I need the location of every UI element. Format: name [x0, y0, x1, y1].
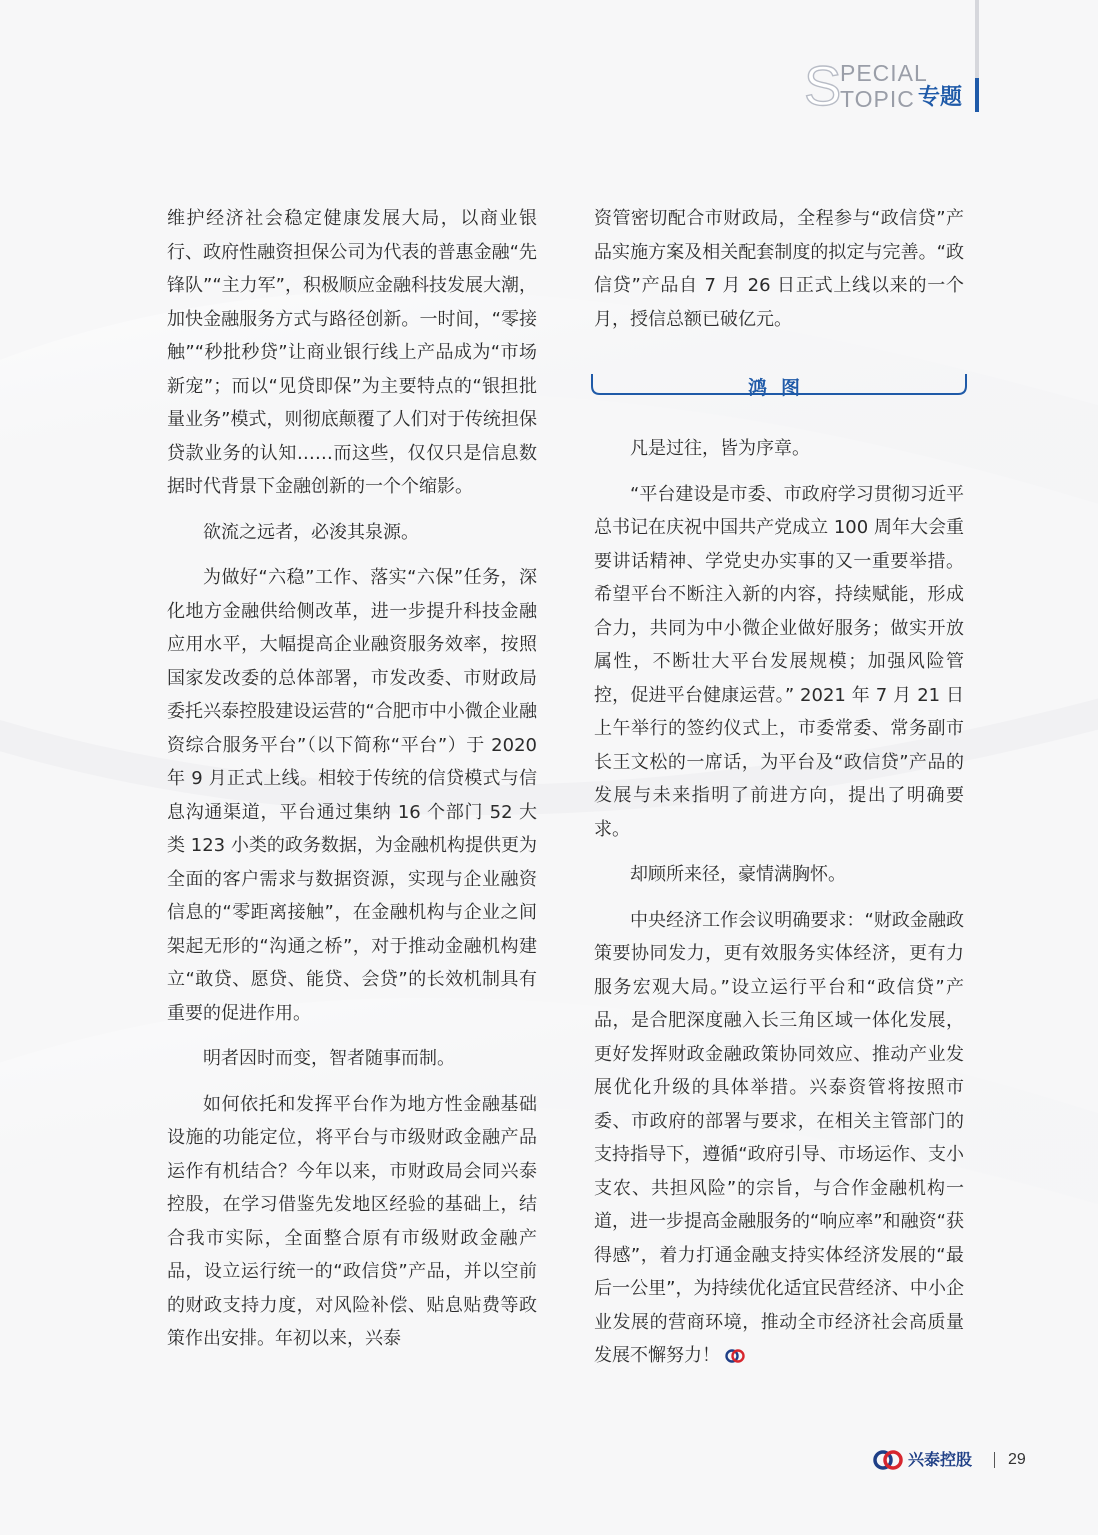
- paragraph: 凡是过往，皆为序章。: [630, 438, 810, 459]
- paragraph: 为做好“六稳”工作、落实“六保”任务，深化地方金融供给侧改革，进一步提升科技金融应用水平，大幅提高企业融资服务效率，按照国家发改委的总体部署，市发改委、市财政局委托兴泰控股建设运营的“合肥市中小微企业融资综合服务平台”（以下简称“平台”）于 2020 年 9 月正式上线。相较于传统的信贷模式与信息沟通渠道，平台通过集纳 16 个部门 52 大类 123 小类的政务数据，为金融机构提供更为全面的客户需求与数据资源，实现与企业融资信息的“零距离接触”，在金融机构与企业之间架起无形的“沟通之桥”，对于推动金融机构建立“敢贷、愿贷、能贷、会贷”的长效机制具有重要的促进作用。: [167, 567, 537, 1024]
- paragraph: 如何依托和发挥平台作为地方性金融基础设施的功能定位，将平台与市级财政金融产品运作有机结合？今年以来，市财政局会同兴泰控股，在学习借鉴先发地区经验的基础上，结合我市实际，全面整合原有市级财政金融产品，设立运行统一的“政信贷”产品，并以空前的财政支持力度，对风险补偿、贴息贴费等政策作出安排。年初以来，兴泰: [167, 1093, 537, 1349]
- section-heading-text: 鸿图: [747, 377, 814, 399]
- paragraph: 却顾所来径，豪情满胸怀。: [630, 864, 846, 885]
- footer-brand: 兴泰控股: [908, 1450, 973, 1469]
- section-tag-topic: TOPIC: [840, 86, 915, 112]
- footer-divider: [994, 1452, 995, 1468]
- paragraph: 资管密切配合市财政局，全程参与“政信贷”产品实施方案及相关配套制度的拟定与完善。“政信贷”产品自 7 月 26 日正式上线以来的一个月，授信总额已破亿元。: [594, 208, 964, 330]
- xingtai-logo-icon: [872, 1449, 904, 1471]
- paragraph: 维护经济社会稳定健康发展大局，以商业银行、政府性融资担保公司为代表的普惠金融“先锋队”“主力军”，积极顺应金融科技发展大潮，加快金融服务方式与路径创新。一时间，“零接触”“秒批秒贷”让商业银行线上产品成为“市场新宠”；而以“见贷即保”为主要特点的“银担批量业务”模式，则彻底颠覆了人们对于传统担保贷款业务的认知……而这些，仅仅只是信息数据时代背景下金融创新的一个个缩影。: [167, 208, 537, 497]
- section-tag-cn: 专题: [918, 85, 963, 110]
- end-mark-icon: [724, 1349, 746, 1363]
- section-heading: [594, 372, 964, 412]
- page-number: 29: [1008, 1451, 1026, 1468]
- paragraph: 欲流之远者，必浚其泉源。: [203, 521, 419, 543]
- section-tag-special: PECIAL: [840, 60, 928, 86]
- section-tag-letter: S: [804, 54, 842, 117]
- paragraph: [594, 904, 964, 1373]
- right-column: [594, 202, 964, 1373]
- section-tag: [800, 56, 970, 116]
- left-column: [167, 202, 537, 1356]
- paragraph: “平台建设是市委、市政府学习贯彻习近平总书记在庆祝中国共产党成立 100 周年大会重要讲话精神、学党史办实事的又一重要举措。希望平台不断注入新的内容，持续赋能，形成合力，共同为中小微企业做好服务；做实开放属性，不断壮大平台发展规模；加强风险管控，促进平台健康运营。” 2021 年 7 月 21 日上午举行的签约仪式上，市委常委、常务副市长王文松的一席话，为平台及“政信贷”产品的发展与未来指明了前进方向，提出了明确要求。: [594, 483, 964, 840]
- header-accent-bar: [975, 78, 979, 112]
- paragraph-text: 中央经济工作会议明确要求：“财政金融政策要协同发力，更有效服务实体经济，更有力服务宏观大局。”设立运行平台和“政信贷”产品，是合肥深度融入长三角区域一体化发展，更好发挥财政金融政策协同效应、推动产业发展优化升级的具体举措。兴泰资管将按照市委、市政府的部署与要求，在相关主管部门的支持指导下，遵循“政府引导、市场运作、支小支农、共担风险”的宗旨，与合作金融机构一道，进一步提高金融服务的“响应率”和融资“获得感”，着力打通金融支持实体经济发展的“最后一公里”，为持续优化适宜民营经济、中小企业发展的营商环境，推动全市经济社会高质量发展不懈努力！: [594, 909, 964, 1366]
- paragraph: 明者因时而变，智者随事而制。: [203, 1048, 455, 1069]
